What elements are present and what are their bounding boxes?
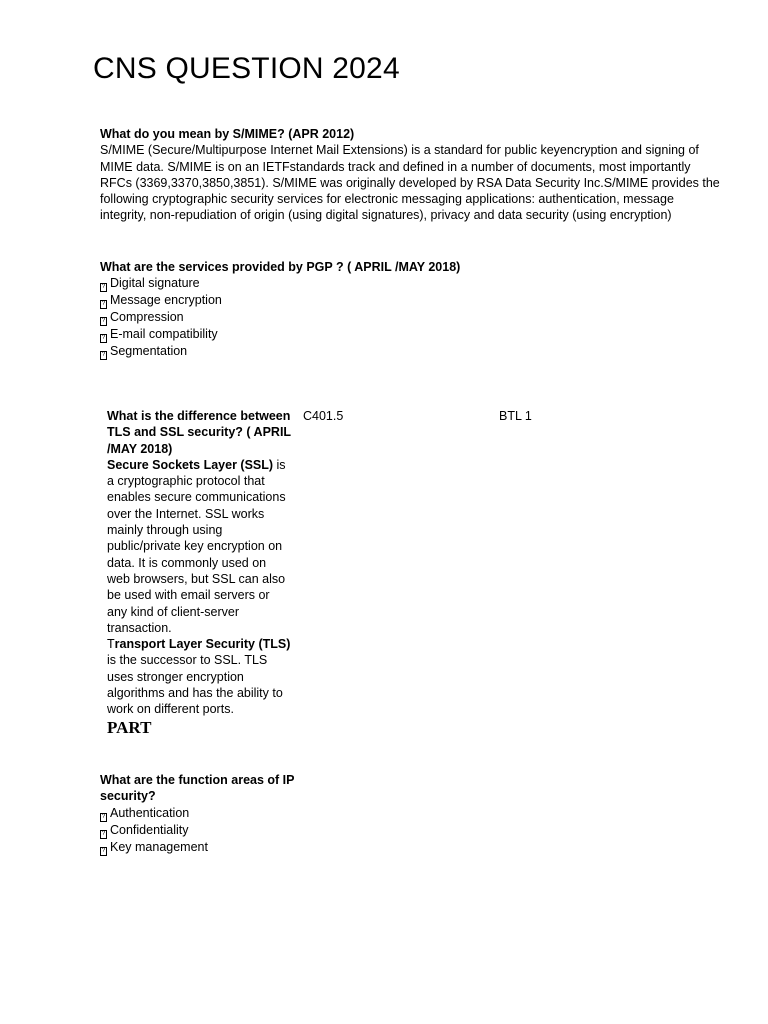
missing-glyph-icon: ? <box>101 335 106 342</box>
missing-glyph-icon: ? <box>101 352 106 359</box>
list-item: ? Confidentiality <box>101 822 189 837</box>
pgp-section <box>100 259 660 360</box>
list-item: ? Authentication <box>101 805 190 820</box>
missing-glyph-icon: ? <box>101 301 106 308</box>
list-item: ? Digital signature <box>101 276 200 291</box>
list-item: ? Compression <box>101 310 184 325</box>
missing-glyph-icon: ? <box>101 830 106 837</box>
ssl-paragraph <box>107 457 292 636</box>
ssl-description: is a cryptographic protocol that enables secure communications over the Internet. SSL works mainly through using public/private key encryption on data. It is commonly used on web browsers, but SSL can also be used with email servers or any kind of client-server transaction. <box>107 457 286 635</box>
missing-glyph-icon: ? <box>101 284 106 291</box>
course-outcome-cell: C401.5 <box>303 409 344 423</box>
document-title: CNS QUESTION 2024 <box>93 52 400 85</box>
list-item: ? Key management <box>101 839 208 854</box>
missing-glyph-icon: ? <box>101 813 106 820</box>
missing-glyph-icon: ? <box>101 847 106 854</box>
missing-glyph-icon: ? <box>101 318 106 325</box>
blooms-level-cell: BTL 1 <box>499 409 532 423</box>
question-cell <box>107 408 292 738</box>
ssl-term: Secure Sockets Layer (SSL) <box>107 457 274 472</box>
tls-description: is the successor to SSL. TLS uses stronger encryption algorithms and has the ability to work on different ports. <box>107 653 283 717</box>
list-item: ? E-mail compatibility <box>101 327 218 342</box>
list-item: ? Segmentation <box>101 344 188 359</box>
tls-ssl-question: What is the difference between TLS and SSL security? ( APRIL /MAY 2018) <box>107 409 291 456</box>
tls-term-initial: T <box>107 637 115 652</box>
pgp-question: What are the services provided by PGP ? ( APRIL /MAY 2018) <box>100 260 461 274</box>
ipsec-question: What are the function areas of IP security? <box>100 773 295 804</box>
tls-paragraph <box>107 636 292 717</box>
smime-section <box>100 126 722 224</box>
list-item: ? Message encryption <box>101 293 222 308</box>
ipsec-section <box>100 772 320 856</box>
pgp-list <box>100 275 660 360</box>
smime-answer: S/MIME (Secure/Multipurpose Internet Mail Extensions) is a standard for public keyencryption and signing of MIME data. S/MIME is on an IETFstandards track and defined in a number of documents, most importantly RFCs (3369,3370,3850,3851). S/MIME was originally developed by RSA Data Security Inc.S/MIME provides the following cryptographic security services for electronic messaging applications: authentication, message integrity, non-repudiation of origin (using digital signatures), privacy and data security (using encryption) <box>100 143 720 223</box>
tls-term: ransport Layer Security (TLS) <box>114 637 291 652</box>
smime-question: What do you mean by S/MIME? (APR 2012) <box>100 127 355 141</box>
ipsec-list <box>100 805 320 856</box>
part-heading: PART <box>107 717 152 737</box>
